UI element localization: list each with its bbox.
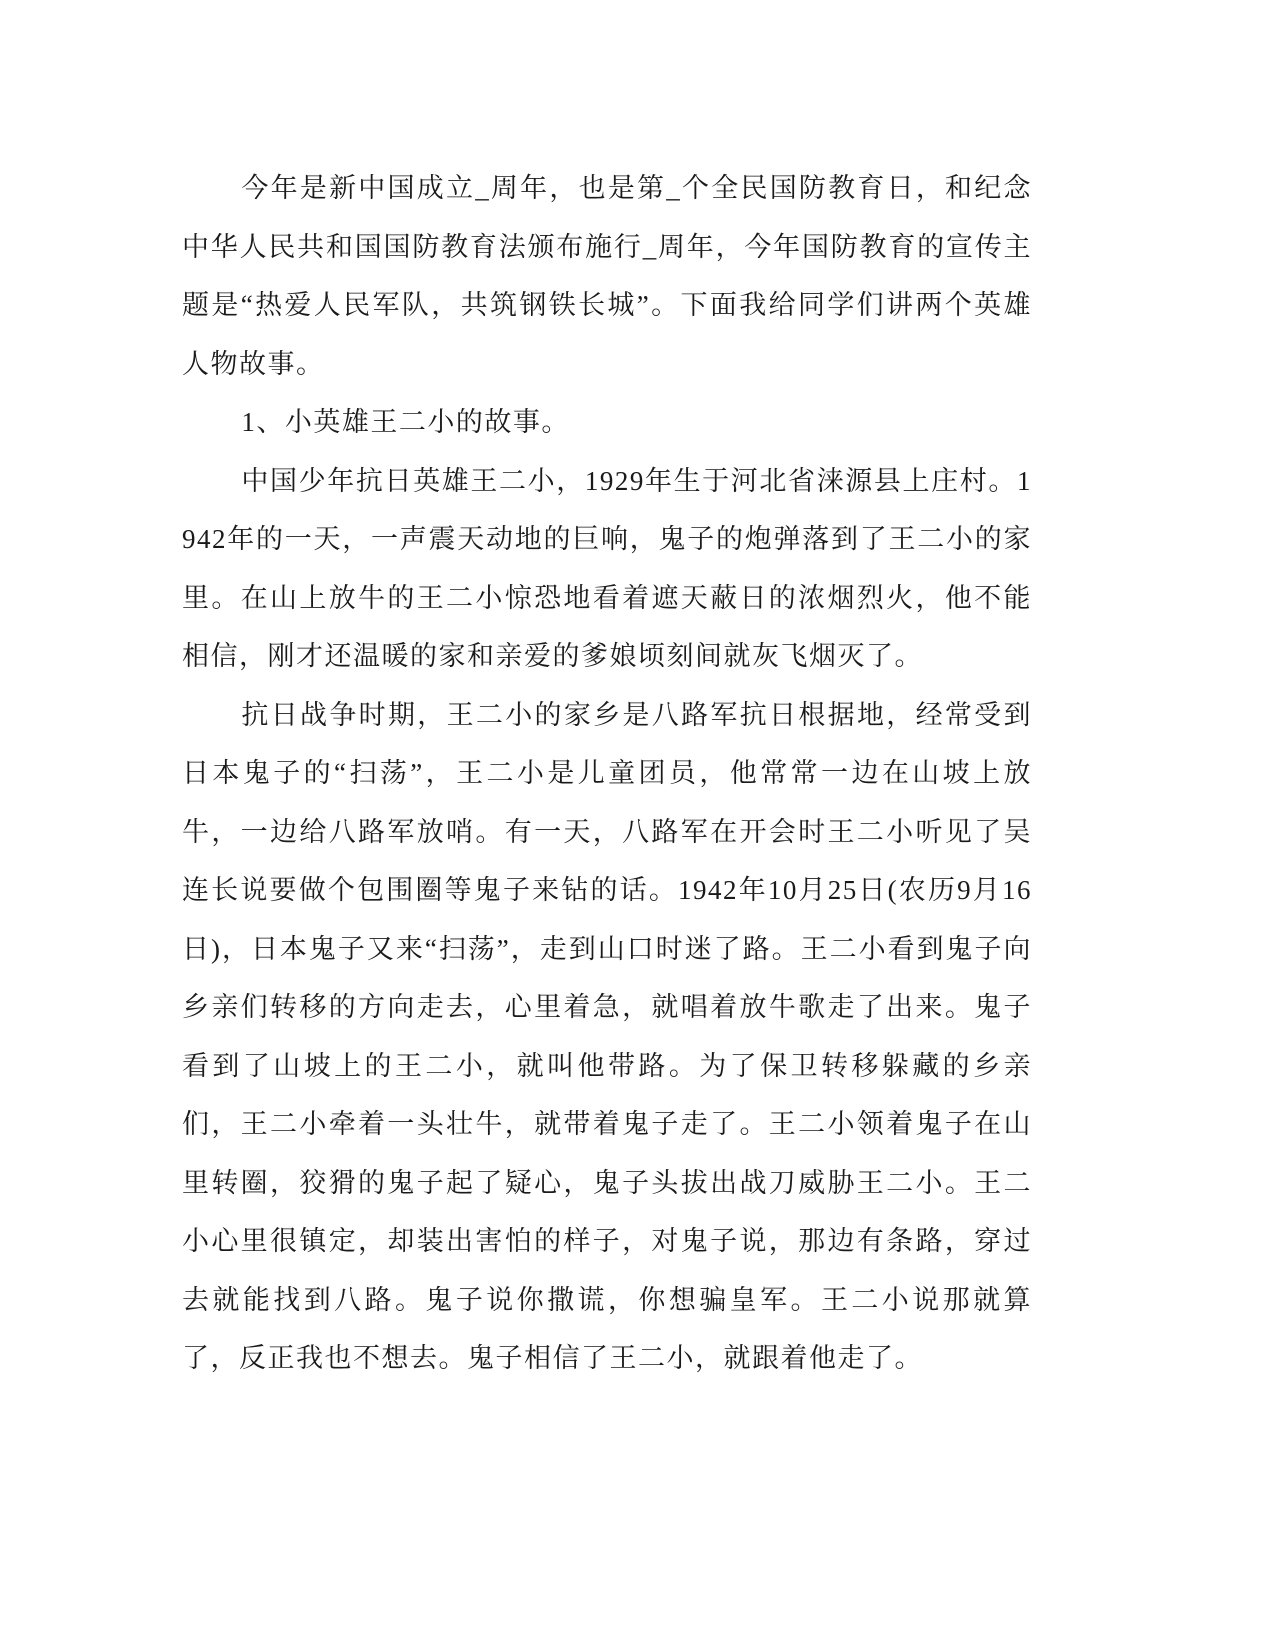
document-body bbox=[182, 159, 1032, 1388]
paragraph-background: 中国少年抗日英雄王二小，1929年生于河北省涞源县上庄村。1942年的一天，一声震天动地的巨响，鬼子的炮弹落到了王二小的家里。在山上放牛的王二小惊恐地看着遮天蔽日的浓烟烈火，他不能相信，刚才还温暖的家和亲爱的爹娘顷刻间就灰飞烟灭了。 bbox=[182, 465, 1032, 671]
paragraph-story: 抗日战争时期，王二小的家乡是八路军抗日根据地，经常受到日本鬼子的“扫荡”，王二小是儿童团员，他常常一边在山坡上放牛，一边给八路军放哨。有一天，八路军在开会时王二小听见了吴连长说要做个包围圈等鬼子来钻的话。1942年10月25日(农历9月16日)，日本鬼子又来“扫荡”，走到山口时迷了路。王二小看到鬼子向乡亲们转移的方向走去，心里着急，就唱着放牛歌走了出来。鬼子看到了山坡上的王二小，就叫他带路。为了保卫转移躲藏的乡亲们，王二小牵着一头壮牛，就带着鬼子走了。王二小领着鬼子在山里转圈，狡猾的鬼子起了疑心，鬼子头拔出战刀威胁王二小。王二小心里很镇定，却装出害怕的样子，对鬼子说，那边有条路，穿过去就能找到八路。鬼子说你撒谎，你想骗皇军。王二小说那就算了，反正我也不想去。鬼子相信了王二小，就跟着他走了。 bbox=[182, 699, 1032, 1373]
paragraph-heading-story-1: 1、小英雄王二小的故事。 bbox=[241, 407, 570, 437]
paragraph-intro: 今年是新中国成立_周年，也是第_个全民国防教育日，和纪念中华人民共和国国防教育法颁布施行_周年，今年国防教育的宣传主题是“热爱人民军队，共筑钢铁长城”。下面我给同学们讲两个英雄人物故事。 bbox=[182, 173, 1032, 379]
